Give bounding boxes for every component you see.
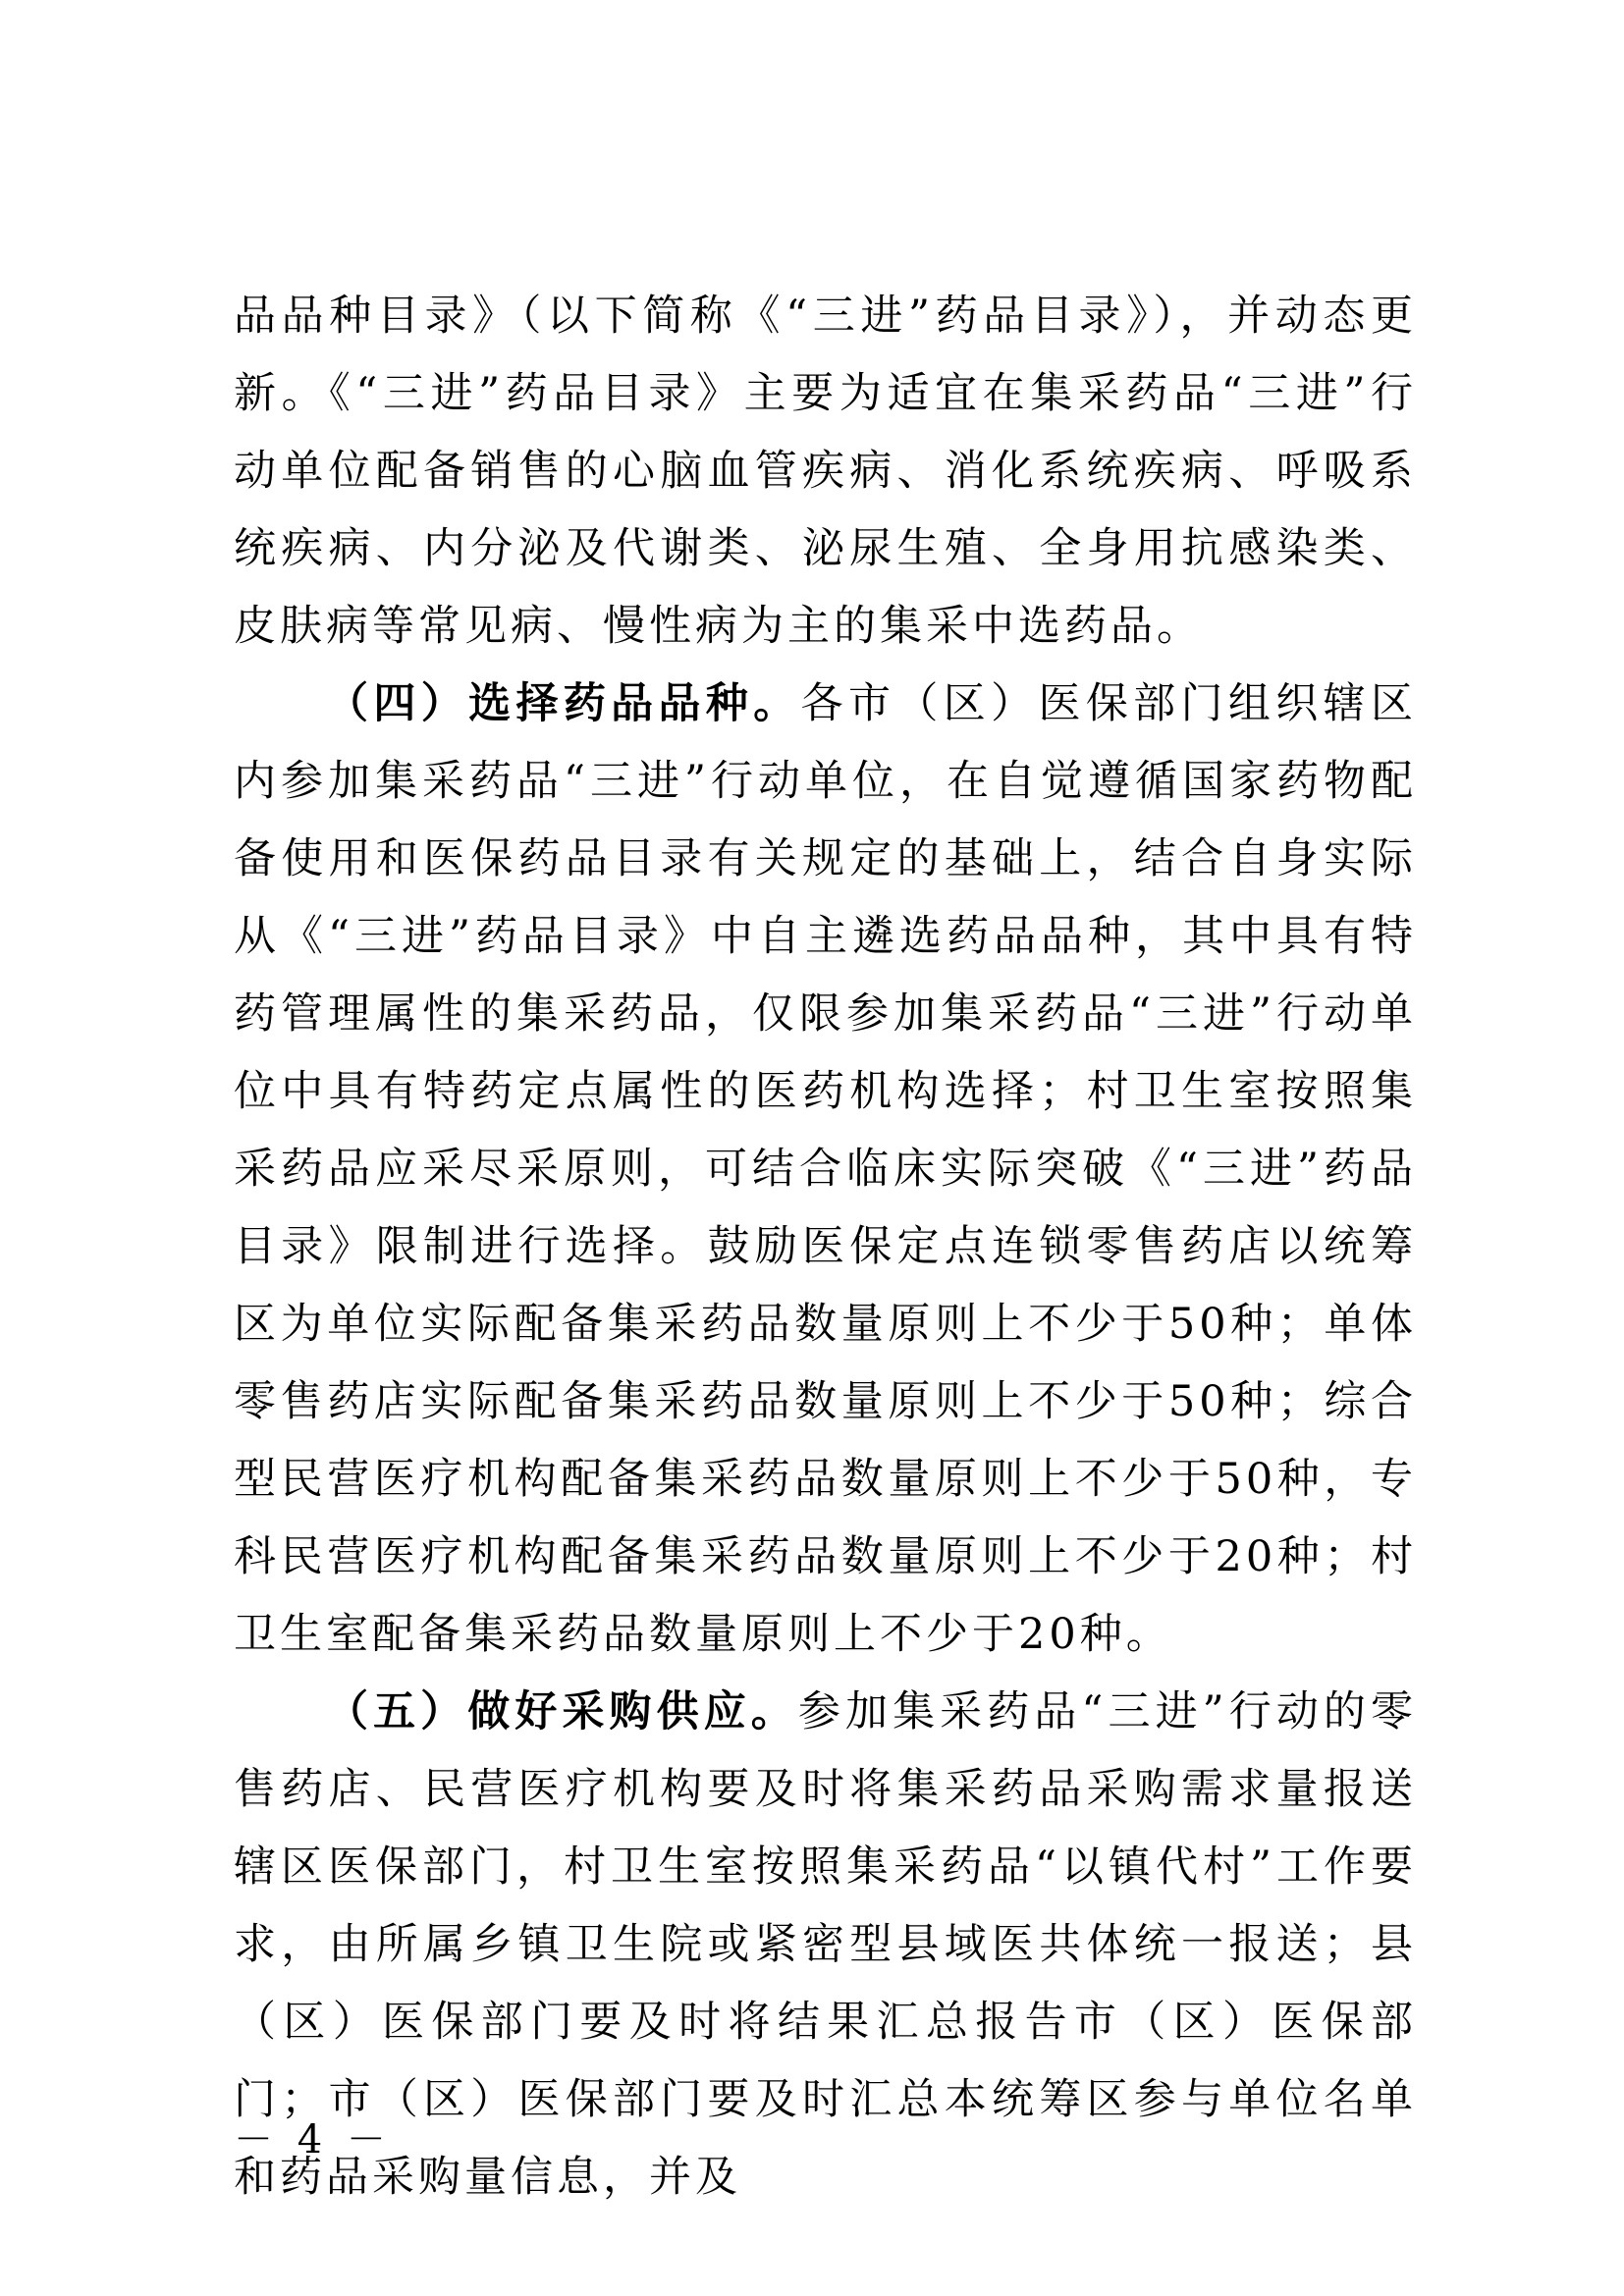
section-select-drug-varieties [234,666,1417,1674]
section-body-4: 各市（区）医保部门组织辖区内参加集采药品“三进”行动单位，在自觉遵循国家药物配备使用和医保药品目录有关规定的基础上，结合自身实际从《“三进”药品目录》中自主遴选药品品种，其中具有特药管理属性的集采药品，仅限参加集采药品“三进”行动单位中具有特药定点属性的医药机构选择；村卫生室按照集采药品应采尽采原则，可结合临床实际突破《“三进”药品目录》限制进行选择。鼓励医保定点连锁零售药店以统筹区为单位实际配备集采药品数量原则上不少于50种；单体零售药店实际配备集采药品数量原则上不少于50种；综合型民营医疗机构配备集采药品数量原则上不少于50种，专科民营医疗机构配备集采药品数量原则上不少于20种；村卫生室配备集采药品数量原则上不少于20种。 [234,679,1418,1659]
body-text [234,278,1417,2216]
section-procurement-supply [234,1674,1417,2216]
section-heading-5: （五）做好采购供应。 [326,1687,798,1736]
page-number: － 4 － [234,2117,392,2163]
paragraph-catalog-description: 品品种目录》（以下简称《“三进”药品目录》），并动态更新。《“三进”药品目录》主要为适宜在集采药品“三进”行动单位配备销售的心脑血管疾病、消化系统疾病、呼吸系统疾病、内分泌及代谢类、泌尿生殖、全身用抗感染类、皮肤病等常见病、慢性病为主的集采中选药品。 [234,292,1417,651]
section-heading-4: （四）选择药品品种。 [326,679,801,728]
section-body-5: 参加集采药品“三进”行动的零售药店、民营医疗机构要及时将集采药品采购需求量报送辖区医保部门，村卫生室按照集采药品“以镇代村”工作要求，由所属乡镇卫生院或紧密型县域医共体统一报送；县（区）医保部门要及时将结果汇总报告市（区）医保部门；市（区）医保部门要及时汇总本统筹区参与单位名单和药品采购量信息，并及 [234,1687,1418,2202]
